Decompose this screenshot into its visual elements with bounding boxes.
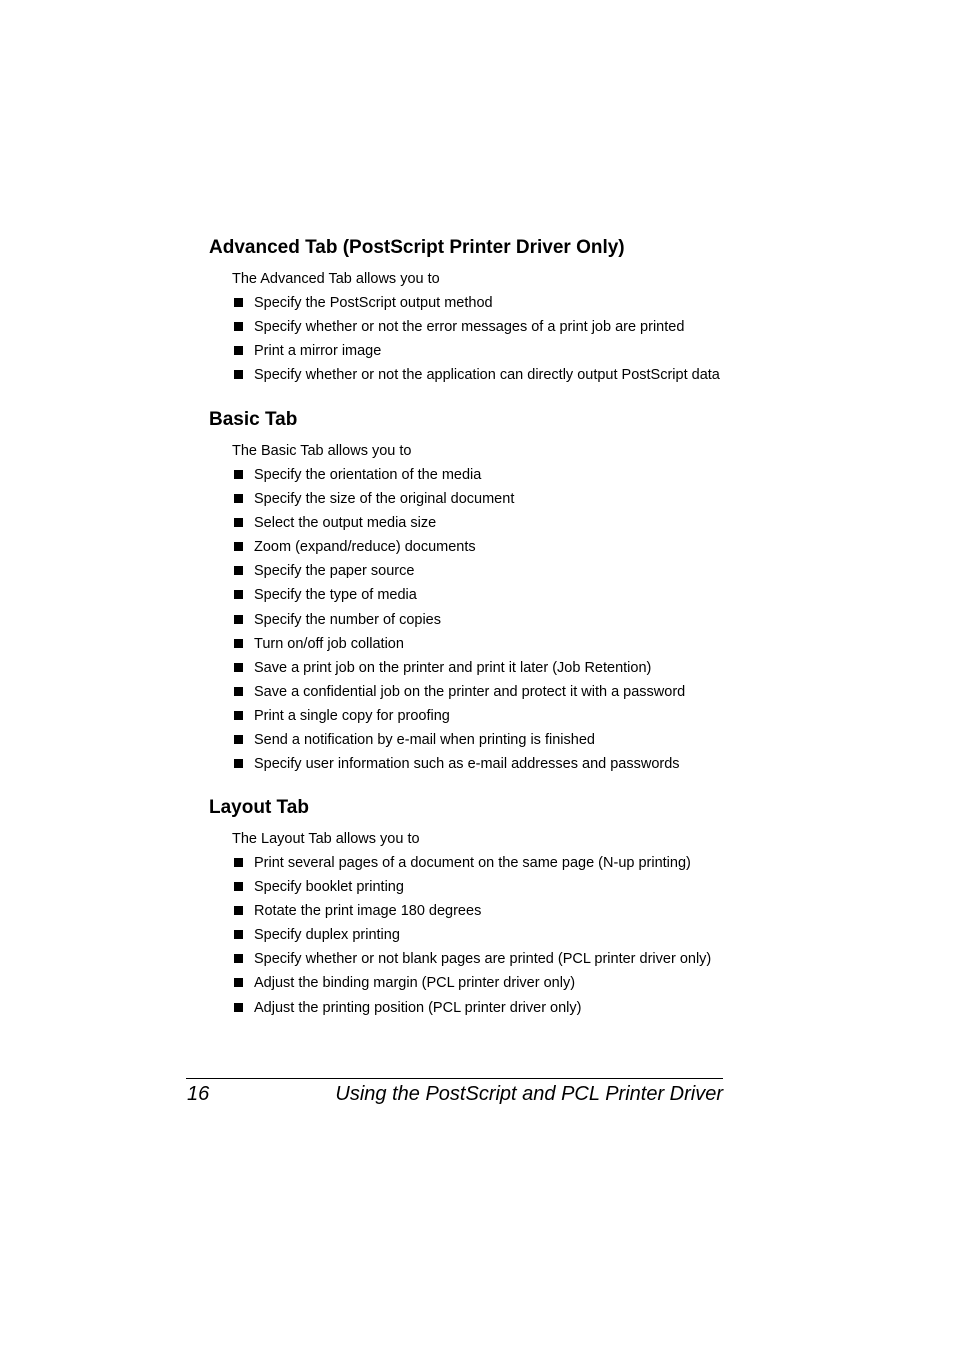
square-bullet-icon: [234, 930, 243, 939]
square-bullet-icon: [234, 370, 243, 379]
list-item-text: Specify whether or not blank pages are printed (PCL printer driver only): [254, 951, 712, 968]
square-bullet-icon: [234, 759, 243, 768]
square-bullet-icon: [234, 470, 243, 479]
list-item-text: Save a confidential job on the printer and protect it with a password: [254, 683, 686, 700]
list-item-text: Print a mirror image: [254, 343, 382, 360]
list-item-text: Select the output media size: [254, 515, 437, 532]
square-bullet-icon: [234, 1003, 243, 1012]
section-intro: The Basic Tab allows you to: [232, 443, 412, 459]
page-number: 16: [187, 1083, 210, 1105]
square-bullet-icon: [234, 882, 243, 891]
square-bullet-icon: [234, 954, 243, 963]
square-bullet-icon: [234, 494, 243, 503]
list-item-text: Specify user information such as e-mail addresses and passwords: [254, 756, 680, 773]
square-bullet-icon: [234, 566, 243, 575]
square-bullet-icon: [234, 322, 243, 331]
list-item-text: Print several pages of a document on the same page (N-up printing): [254, 855, 691, 871]
section-title: Layout Tab: [209, 797, 309, 818]
section-title: Basic Tab: [209, 409, 298, 430]
square-bullet-icon: [234, 639, 243, 648]
list-item-text: Specify whether or not the error messages of a print job are printed: [254, 319, 685, 336]
list-item-text: Specify the size of the original document: [254, 491, 515, 508]
square-bullet-icon: [234, 346, 243, 355]
list-item-text: Rotate the print image 180 degrees: [254, 903, 482, 920]
list-item-text: Specify the paper source: [254, 563, 415, 580]
square-bullet-icon: [234, 906, 243, 915]
list-item-text: Adjust the printing position (PCL printer driver only): [254, 999, 582, 1016]
square-bullet-icon: [234, 978, 243, 987]
square-bullet-icon: [234, 687, 243, 696]
square-bullet-icon: [234, 735, 243, 744]
square-bullet-icon: [234, 663, 243, 672]
list-item-text: Turn on/off job collation: [254, 635, 404, 652]
section-intro: The Layout Tab allows you to: [232, 831, 420, 847]
list-item-text: Send a notification by e-mail when printing is finished: [254, 732, 595, 749]
square-bullet-icon: [234, 518, 243, 527]
list-item-text: Print a single copy for proofing: [254, 707, 450, 724]
square-bullet-icon: [234, 858, 243, 867]
list-item-text: Specify whether or not the application can directly output PostScript data: [254, 367, 720, 384]
list-item-text: Specify the orientation of the media: [254, 467, 482, 483]
list-item-text: Adjust the binding margin (PCL printer driver only): [254, 975, 576, 992]
square-bullet-icon: [234, 542, 243, 551]
footer-divider: [186, 1078, 723, 1079]
square-bullet-icon: [234, 590, 243, 599]
list-item-text: Specify the PostScript output method: [254, 295, 493, 311]
section-intro: The Advanced Tab allows you to: [232, 271, 440, 287]
square-bullet-icon: [234, 298, 243, 307]
list-item-text: Zoom (expand/reduce) documents: [254, 539, 476, 556]
square-bullet-icon: [234, 711, 243, 720]
list-item-text: Specify the number of copies: [254, 611, 441, 628]
list-item-text: Specify duplex printing: [254, 927, 400, 944]
section-title: Advanced Tab (PostScript Printer Driver Only): [209, 237, 625, 258]
list-item-text: Specify booklet printing: [254, 879, 404, 896]
list-item-text: Specify the type of media: [254, 587, 417, 604]
running-footer-title: Using the PostScript and PCL Printer Driver: [335, 1083, 723, 1105]
square-bullet-icon: [234, 615, 243, 624]
list-item-text: Save a print job on the printer and print it later (Job Retention): [254, 659, 652, 676]
